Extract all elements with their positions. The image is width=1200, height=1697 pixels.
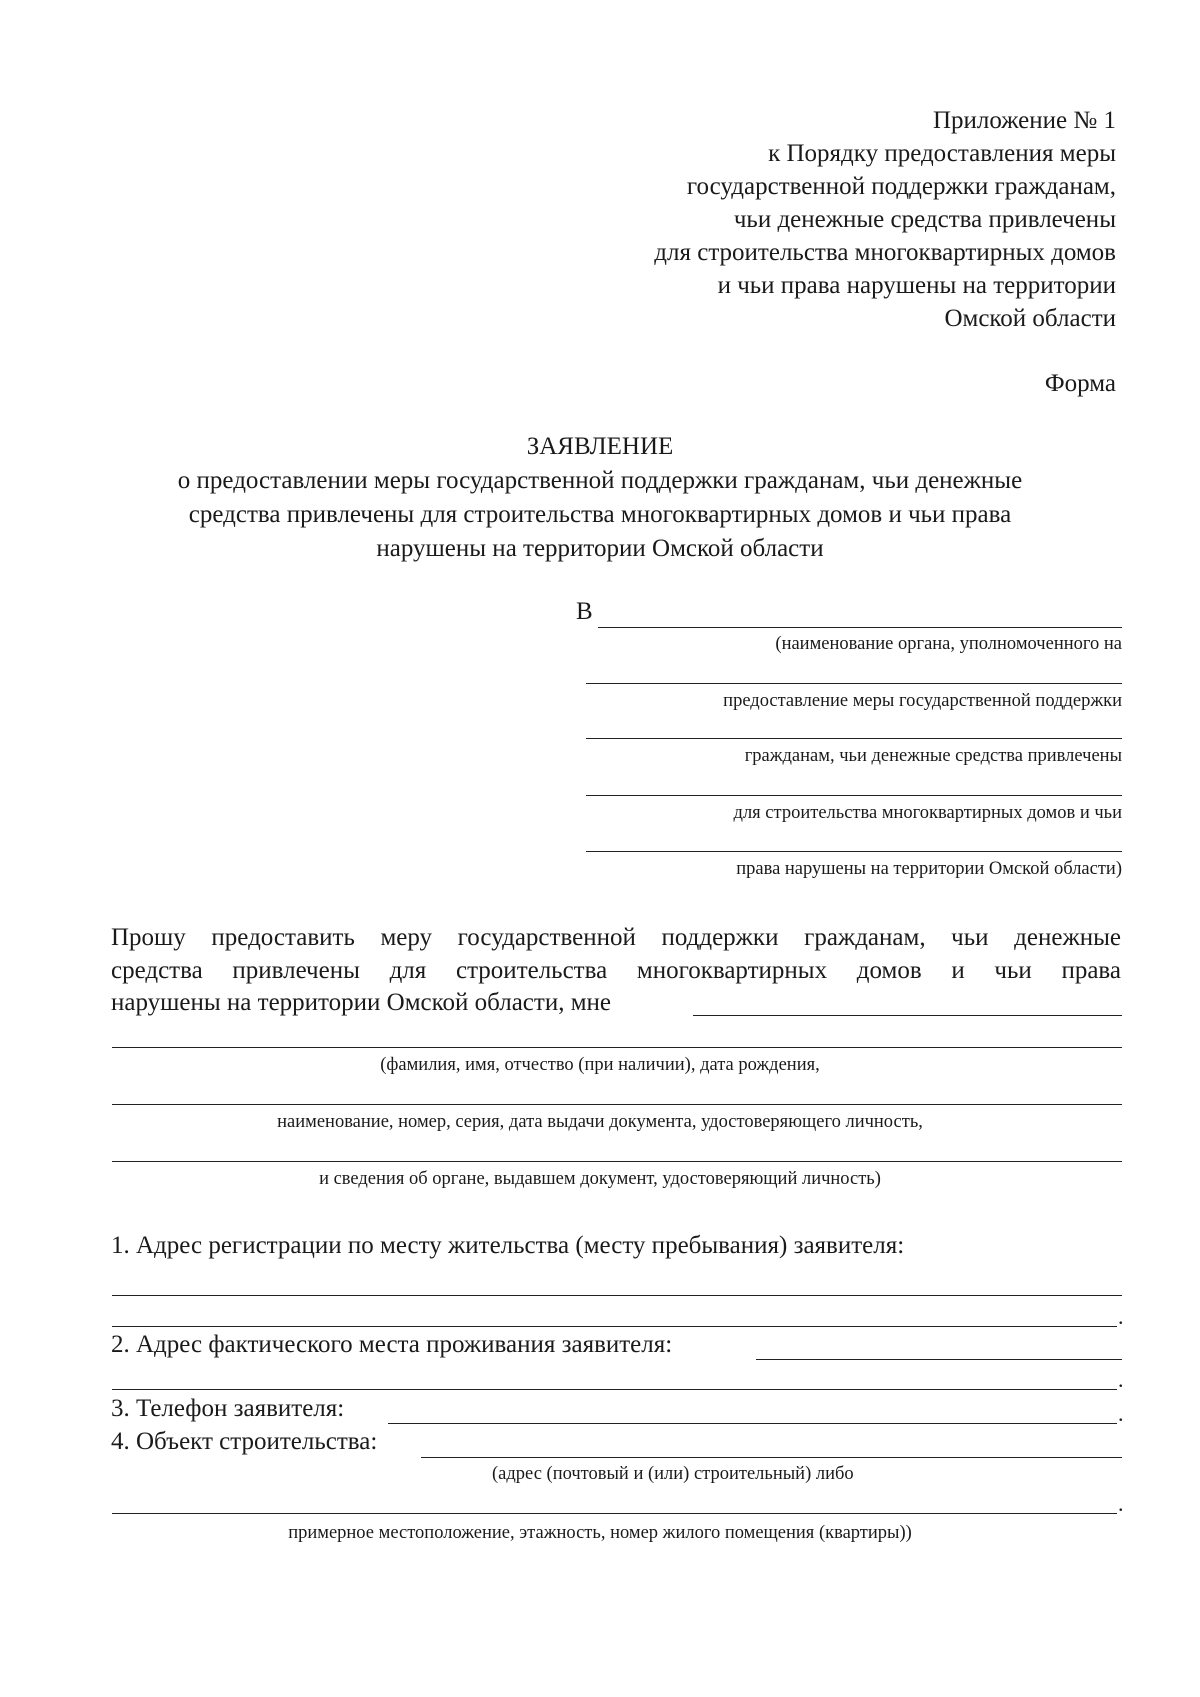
- construction-object-blank-line-inline[interactable]: [421, 1457, 1122, 1458]
- form-label: Форма: [1044, 370, 1116, 397]
- applicant-blank-line-3[interactable]: [112, 1161, 1122, 1162]
- recipient-blank-line-3[interactable]: [586, 738, 1122, 739]
- applicant-caption-2: наименование, номер, серия, дата выдачи документа, удостоверяющего личность,: [277, 1112, 923, 1132]
- construction-object-label: 4. Объект строительства:: [111, 1428, 378, 1455]
- construction-object-end-mark: .: [1118, 1491, 1124, 1516]
- appendix-line-6: и чьи права нарушены на территории: [717, 272, 1116, 299]
- recipient-caption-4: для строительства многоквартирных домов и чьи: [733, 803, 1122, 823]
- appendix-line-4: чьи денежные средства привлечены: [733, 206, 1116, 233]
- recipient-caption-3: гражданам, чьи денежные средства привлечены: [744, 746, 1122, 766]
- appendix-line-5: для строительства многоквартирных домов: [654, 239, 1116, 266]
- appendix-line-7: Омской области: [944, 305, 1116, 332]
- address-registration-blank-line-2[interactable]: [112, 1326, 1117, 1327]
- document-subtitle-line-1: о предоставлении меры государственной поддержки гражданам, чьи денежные: [177, 467, 1023, 494]
- recipient-blank-line-4[interactable]: [586, 795, 1122, 796]
- address-actual-label: 2. Адрес фактического места проживания заявителя:: [111, 1331, 673, 1358]
- address-actual-blank-line-inline[interactable]: [756, 1359, 1122, 1360]
- construction-object-caption-1: (адрес (почтовый и (или) строительный) либо: [492, 1464, 854, 1484]
- request-line-2: средства привлечены для строительства многоквартирных домов и чьи права: [111, 957, 1121, 984]
- applicant-blank-line-inline[interactable]: [693, 1015, 1122, 1016]
- address-actual-blank-line-1[interactable]: [112, 1389, 1117, 1390]
- appendix-line-2: к Порядку предоставления меры: [768, 140, 1116, 167]
- recipient-blank-line-2[interactable]: [586, 683, 1122, 684]
- applicant-caption-3: и сведения об органе, выдавшем документ, удостоверяющий личность): [319, 1169, 881, 1189]
- applicant-blank-line-2[interactable]: [112, 1104, 1122, 1105]
- address-actual-end-mark: .: [1118, 1367, 1124, 1392]
- request-line-3: нарушены на территории Омской области, мне: [111, 989, 611, 1016]
- address-registration-label: 1. Адрес регистрации по месту жительства (месту пребывания) заявителя:: [111, 1232, 905, 1259]
- recipient-prefix: В: [576, 598, 593, 625]
- phone-end-mark: .: [1118, 1401, 1124, 1426]
- phone-label: 3. Телефон заявителя:: [111, 1395, 345, 1422]
- appendix-line-3: государственной поддержки гражданам,: [686, 173, 1116, 200]
- recipient-blank-line-1[interactable]: [598, 627, 1122, 628]
- construction-object-blank-line-1[interactable]: [112, 1513, 1117, 1514]
- document-subtitle-line-2: средства привлечены для строительства многоквартирных домов и чьи права: [188, 501, 1012, 528]
- address-registration-blank-line-1[interactable]: [112, 1295, 1122, 1296]
- recipient-caption-1: (наименование органа, уполномоченного на: [775, 634, 1122, 654]
- document-title: ЗАЯВЛЕНИЕ: [526, 433, 674, 460]
- phone-blank-line[interactable]: [388, 1423, 1117, 1424]
- applicant-caption-1: (фамилия, имя, отчество (при наличии), дата рождения,: [380, 1055, 820, 1075]
- construction-object-caption-2: примерное местоположение, этажность, номер жилого помещения (квартиры)): [288, 1523, 912, 1543]
- address-registration-end-mark: .: [1118, 1304, 1124, 1329]
- document-subtitle-line-3: нарушены на территории Омской области: [376, 535, 824, 562]
- appendix-number: Приложение № 1: [932, 107, 1116, 134]
- recipient-caption-5: права нарушены на территории Омской области): [736, 859, 1122, 879]
- recipient-caption-2: предоставление меры государственной поддержки: [723, 691, 1122, 711]
- applicant-blank-line-1[interactable]: [112, 1047, 1122, 1048]
- recipient-blank-line-5[interactable]: [586, 851, 1122, 852]
- request-line-1: Прошу предоставить меру государственной поддержки гражданам, чьи денежные: [111, 924, 1121, 951]
